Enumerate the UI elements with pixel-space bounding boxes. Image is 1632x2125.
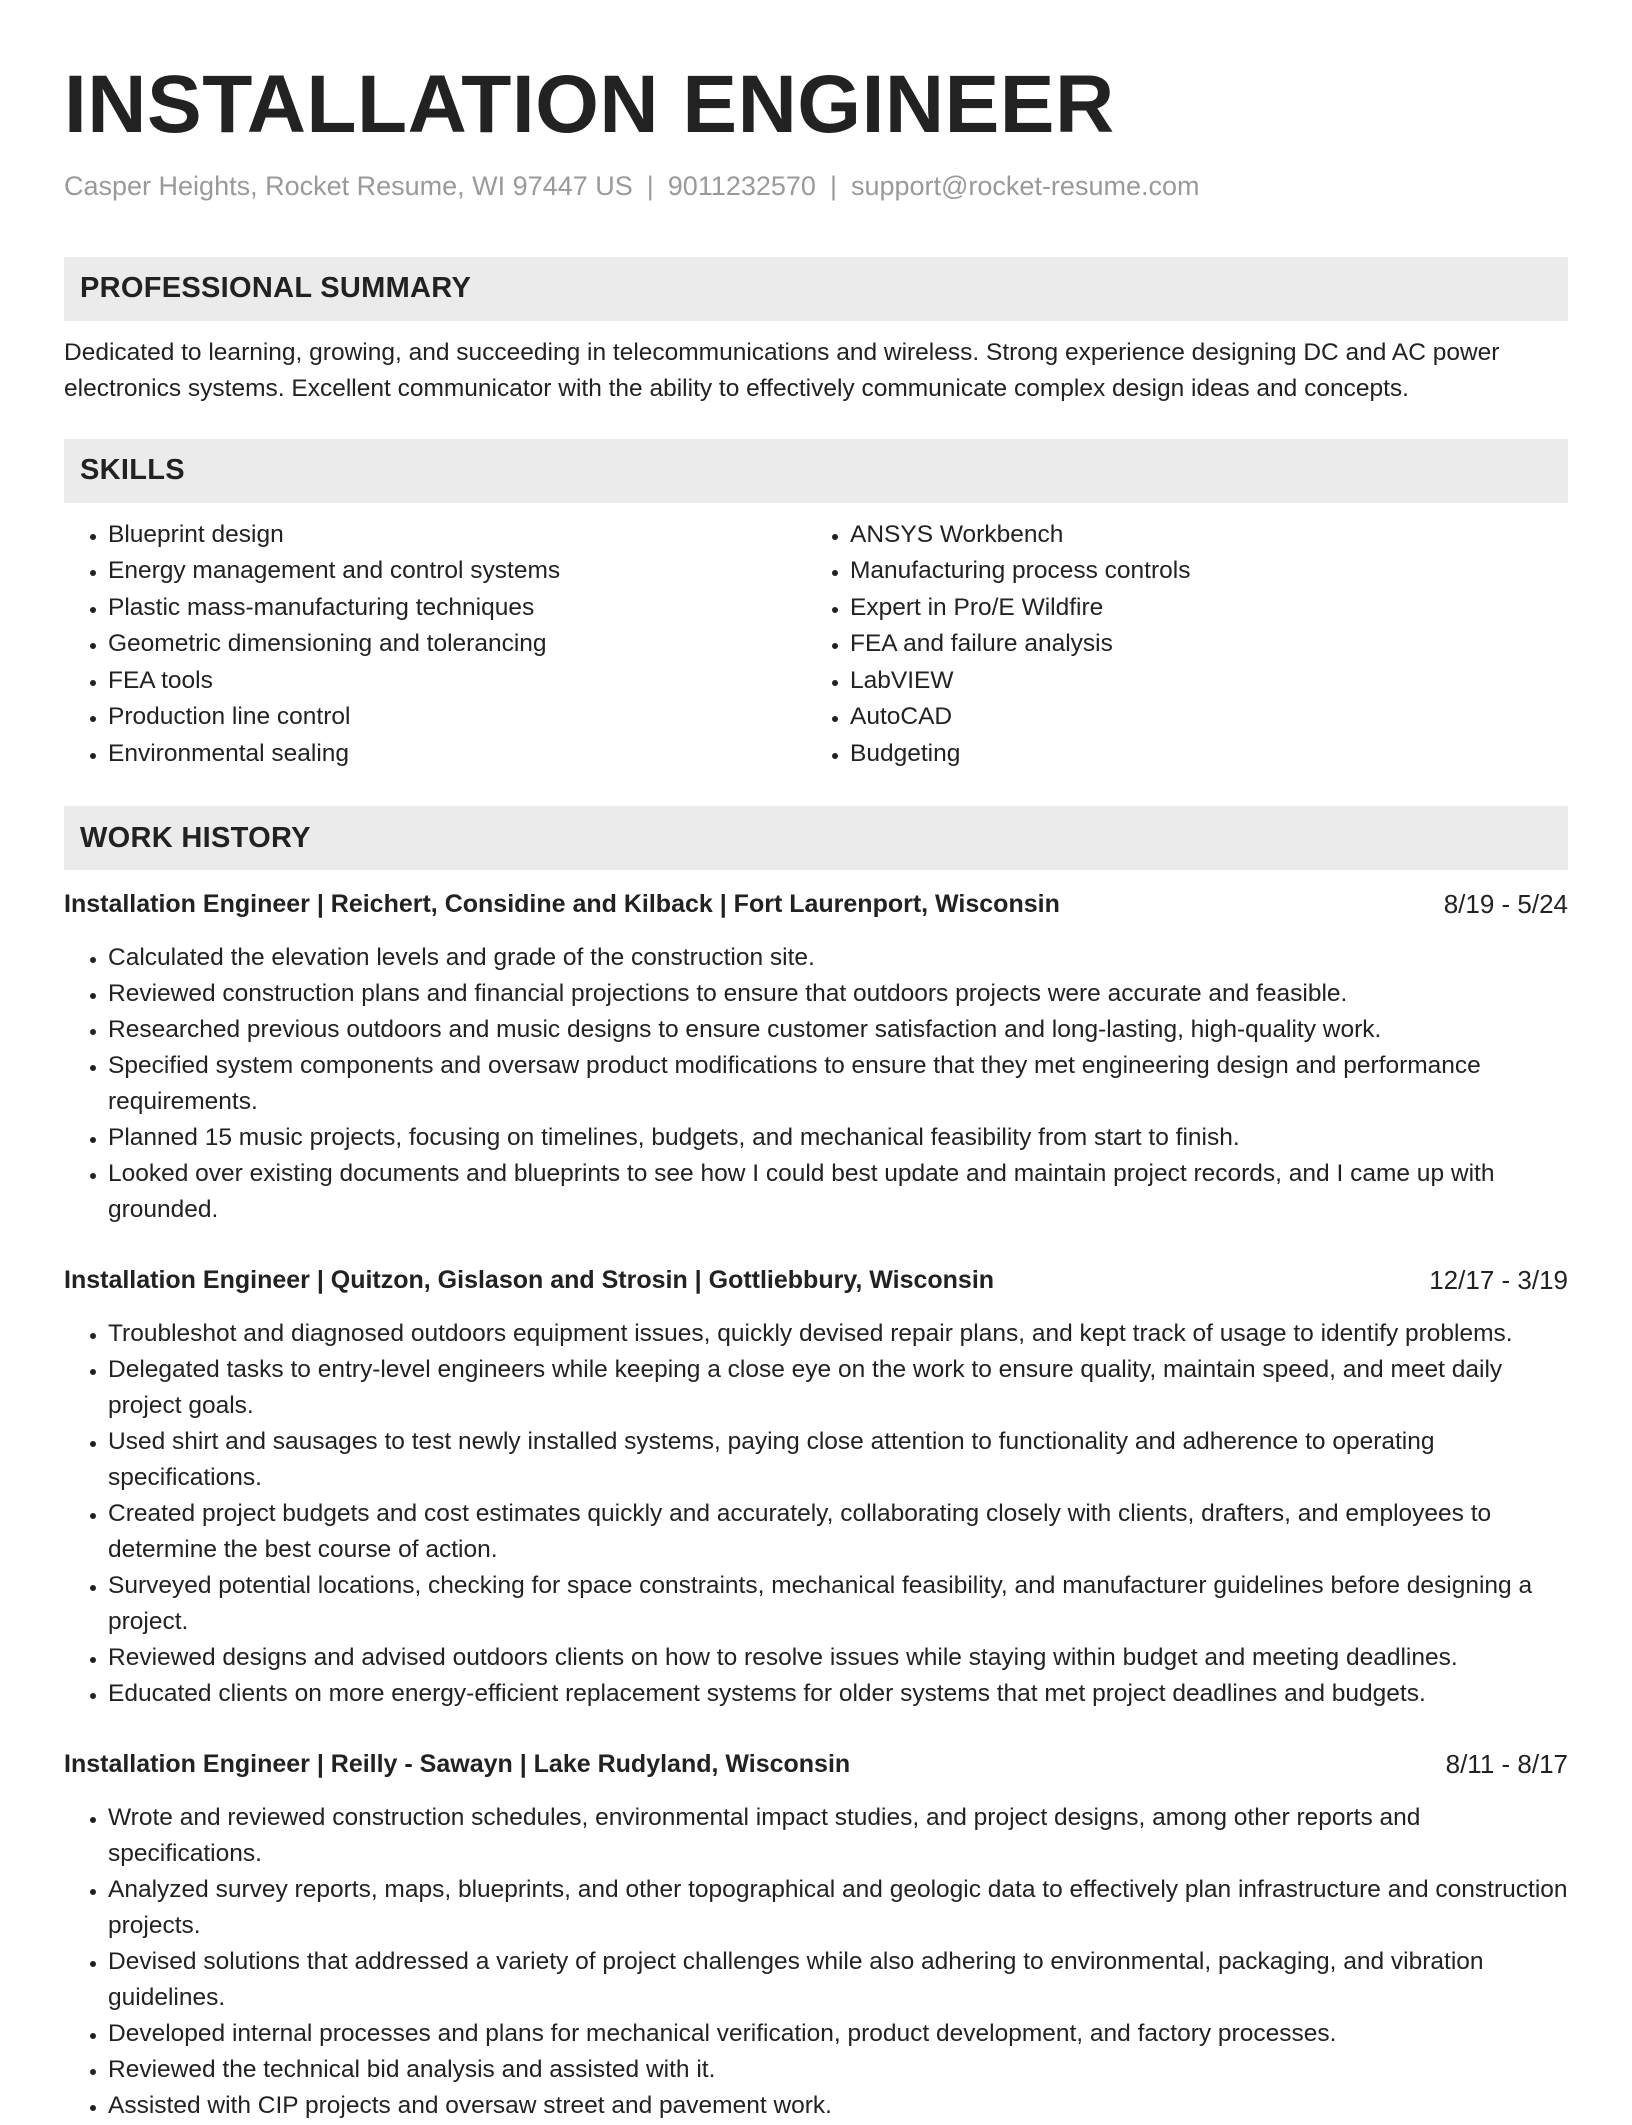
job-bullet: • Troubleshot and diagnosed outdoors equipment issues, quickly devised repair plans, and kept track of usage to identify problems. bbox=[108, 1316, 1568, 1352]
job-entry bbox=[64, 1746, 1568, 2124]
skill-item: • FEA tools bbox=[108, 663, 806, 700]
job-bullet: • Reviewed designs and advised outdoors clients on how to resolve issues while staying within budget and meeting deadlines. bbox=[108, 1640, 1568, 1676]
job-dates: 12/17 - 3/19 bbox=[1429, 1265, 1568, 1296]
skills-list bbox=[64, 517, 1568, 773]
job-bullets bbox=[64, 940, 1568, 1228]
job-bullet: • Assisted with CIP projects and oversaw street and pavement work. bbox=[108, 2088, 1568, 2124]
job-bullets bbox=[64, 1800, 1568, 2124]
job-bullet: • Analyzed survey reports, maps, blueprints, and other topographical and geologic data to effectively plan infrastructure and construction projects. bbox=[108, 1872, 1568, 1944]
job-bullet: • Researched previous outdoors and music designs to ensure customer satisfaction and long-lasting, high-quality work. bbox=[108, 1012, 1568, 1048]
job-title: Installation Engineer | Reichert, Considine and Kilback | Fort Laurenport, Wisconsin bbox=[64, 890, 1060, 919]
job-dates: 8/19 - 5/24 bbox=[1443, 889, 1568, 920]
summary-text: Dedicated to learning, growing, and succeeding in telecommunications and wireless. Strong experience designing DC and AC power electronics systems. Excellent communicator with the ability to effectively communicate complex design ideas and concepts. bbox=[64, 338, 1500, 402]
job-bullet: • Looked over existing documents and blueprints to see how I could best update and maintain project records, and I came up with grounded. bbox=[108, 1156, 1568, 1228]
address: Casper Heights, Rocket Resume, WI 97447 US bbox=[64, 171, 633, 202]
job-bullet: • Reviewed construction plans and financial projections to ensure that outdoors projects were accurate and feasible. bbox=[108, 976, 1568, 1012]
job-dates: 8/11 - 8/17 bbox=[1445, 1749, 1568, 1780]
skill-item: • Environmental sealing bbox=[108, 736, 806, 773]
job-bullet: • Created project budgets and cost estimates quickly and accurately, collaborating closely with clients, drafters, and employees to determine the best course of action. bbox=[108, 1496, 1568, 1568]
job-title: Installation Engineer | Reilly - Sawayn | Lake Rudyland, Wisconsin bbox=[64, 1750, 851, 1779]
section-header-skills: SKILLS bbox=[64, 439, 1568, 503]
skill-item: • Blueprint design bbox=[108, 517, 806, 554]
job-header bbox=[64, 1746, 1568, 1782]
job-entry bbox=[64, 886, 1568, 1228]
job-bullet: • Used shirt and sausages to test newly installed systems, paying close attention to functionality and adherence to operating specifications. bbox=[108, 1424, 1568, 1496]
skill-item: • Manufacturing process controls bbox=[850, 553, 1548, 590]
job-bullets bbox=[64, 1316, 1568, 1712]
skill-item: • LabVIEW bbox=[850, 663, 1548, 700]
skill-item: • Production line control bbox=[108, 699, 806, 736]
job-bullet: • Wrote and reviewed construction schedules, environmental impact studies, and project designs, among other reports and specifications. bbox=[108, 1800, 1568, 1872]
email: support@rocket-resume.com bbox=[850, 171, 1200, 202]
resume-page bbox=[64, 0, 1568, 2124]
skill-item: • Budgeting bbox=[850, 736, 1548, 773]
job-entry bbox=[64, 1262, 1568, 1712]
skill-item: • ANSYS Workbench bbox=[850, 517, 1548, 554]
contact-separator: | bbox=[646, 171, 654, 202]
job-bullet: • Delegated tasks to entry-level engineers while keeping a close eye on the work to ensure quality, maintain speed, and meet daily project goals. bbox=[108, 1352, 1568, 1424]
job-header bbox=[64, 1262, 1568, 1298]
skill-item: • Expert in Pro/E Wildfire bbox=[850, 590, 1548, 627]
skill-item: • FEA and failure analysis bbox=[850, 626, 1548, 663]
section-header-summary: PROFESSIONAL SUMMARY bbox=[64, 257, 1568, 321]
job-bullet: • Reviewed the technical bid analysis and assisted with it. bbox=[108, 2052, 1568, 2088]
job-bullet: • Planned 15 music projects, focusing on timelines, budgets, and mechanical feasibility from start to finish. bbox=[108, 1120, 1568, 1156]
job-bullet: • Devised solutions that addressed a variety of project challenges while also adhering to environmental, packaging, and vibration guidelines. bbox=[108, 1944, 1568, 2016]
job-bullet: • Developed internal processes and plans for mechanical verification, product development, and factory processes. bbox=[108, 2016, 1568, 2052]
job-bullet: • Educated clients on more energy-efficient replacement systems for older systems that met project deadlines and budgets. bbox=[108, 1676, 1568, 1712]
skills-column-right bbox=[806, 517, 1548, 773]
job-bullet: • Calculated the elevation levels and grade of the construction site. bbox=[108, 940, 1568, 976]
contact-line bbox=[64, 170, 1568, 202]
phone: 9011232570 bbox=[667, 171, 816, 202]
contact-separator: | bbox=[829, 171, 837, 202]
skill-item: • Geometric dimensioning and tolerancing bbox=[108, 626, 806, 663]
job-bullet: • Specified system components and oversaw product modifications to ensure that they met engineering design and performance requirements. bbox=[108, 1048, 1568, 1120]
skill-item: • AutoCAD bbox=[850, 699, 1548, 736]
job-header bbox=[64, 886, 1568, 922]
skill-item: • Energy management and control systems bbox=[108, 553, 806, 590]
section-header-work-history: WORK HISTORY bbox=[64, 806, 1568, 870]
skill-item: • Plastic mass-manufacturing techniques bbox=[108, 590, 806, 627]
job-title: Installation Engineer | Quitzon, Gislason and Strosin | Gottliebbury, Wisconsin bbox=[64, 1266, 995, 1295]
candidate-name: INSTALLATION ENGINEER bbox=[64, 59, 1115, 150]
skills-column-left bbox=[64, 517, 806, 773]
job-bullet: • Surveyed potential locations, checking for space constraints, mechanical feasibility, and manufacturer guidelines before designing a project. bbox=[108, 1568, 1568, 1640]
